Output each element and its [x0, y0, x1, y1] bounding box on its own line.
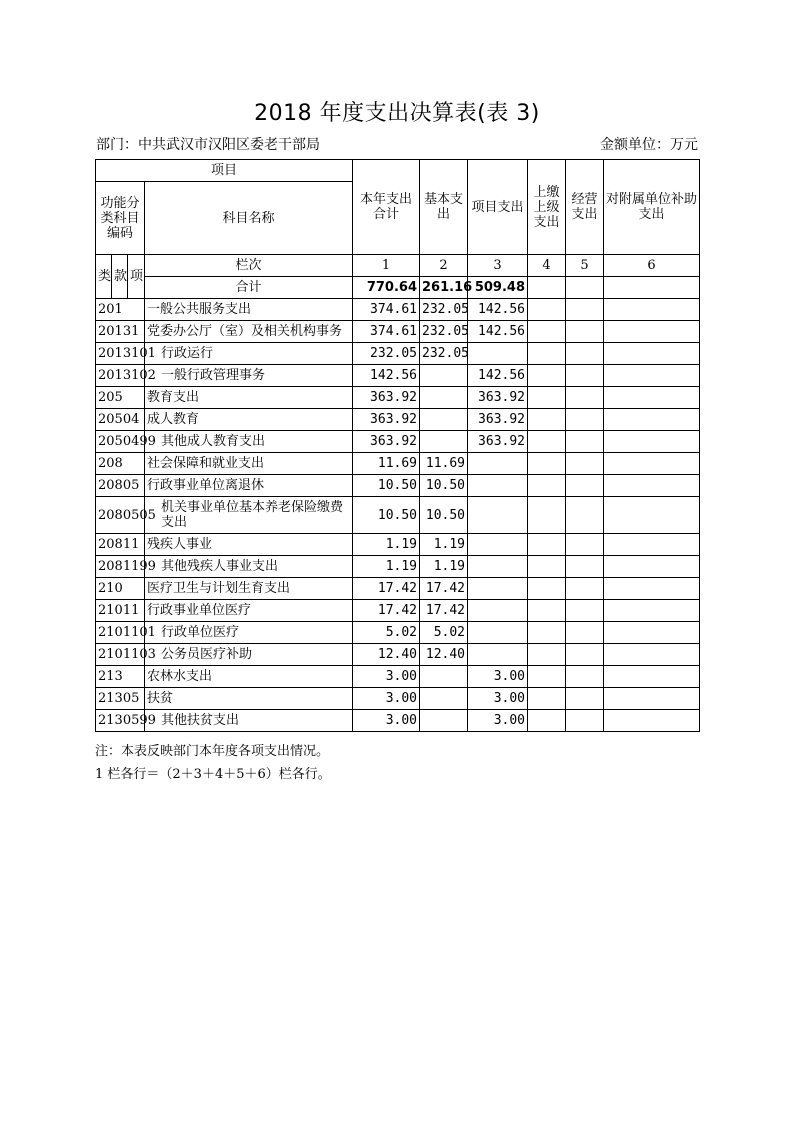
row-code: 20504: [96, 409, 145, 431]
row-project: 363.92: [468, 431, 528, 453]
row-business: [566, 299, 604, 321]
row-subsidy: [604, 534, 700, 556]
row-business: [566, 475, 604, 497]
row-business: [566, 710, 604, 732]
row-basic: 12.40: [420, 644, 468, 666]
row-code: 2013102: [96, 365, 145, 387]
row-total: 142.56: [353, 365, 420, 387]
row-subject-name: 成人教育: [145, 409, 353, 431]
row-business: [566, 600, 604, 622]
row-code: 20805: [96, 475, 145, 497]
row-subsidy: [604, 365, 700, 387]
row-business: [566, 622, 604, 644]
table-row: [96, 321, 700, 343]
row-subject-name: 教育支出: [145, 387, 353, 409]
table-row: [96, 622, 700, 644]
row-subsidy: [604, 556, 700, 578]
row-project: [468, 600, 528, 622]
row-remit: [528, 431, 566, 453]
col-number-6: 6: [604, 255, 700, 277]
row-code: 2101101: [96, 622, 145, 644]
row-subsidy: [604, 622, 700, 644]
table-row: [96, 497, 700, 534]
row-project: [468, 534, 528, 556]
table-row: [96, 431, 700, 453]
row-basic: 232.05: [420, 321, 468, 343]
col-number-4: 4: [528, 255, 566, 277]
row-business: [566, 431, 604, 453]
row-project: [468, 578, 528, 600]
row-basic: 1.19: [420, 534, 468, 556]
row-code: 2101103: [96, 644, 145, 666]
row-total: 363.92: [353, 431, 420, 453]
table-row: [96, 688, 700, 710]
row-total: 10.50: [353, 497, 420, 534]
row-code: 2080505: [96, 497, 145, 534]
row-basic: [420, 409, 468, 431]
row-subsidy: [604, 710, 700, 732]
row-total: 232.05: [353, 343, 420, 365]
row-subject-name: 公务员医疗补助: [145, 644, 353, 666]
header-func-code: 功能分类科目编码: [96, 182, 145, 255]
row-basic: [420, 666, 468, 688]
row-subsidy: [604, 299, 700, 321]
table-row: [96, 710, 700, 732]
total-row-label: 合计: [145, 277, 353, 299]
header-lei: 类: [96, 255, 112, 299]
notes: [95, 740, 331, 786]
row-total: 17.42: [353, 600, 420, 622]
row-remit: [528, 387, 566, 409]
row-project: [468, 475, 528, 497]
row-remit: [528, 299, 566, 321]
row-subject-name: 其他残疾人事业支出: [145, 556, 353, 578]
row-subject-name: 社会保障和就业支出: [145, 453, 353, 475]
total-row-total: 770.64: [353, 277, 420, 299]
header-total: 本年支出合计: [353, 160, 420, 255]
row-remit: [528, 600, 566, 622]
note-line: 1 栏各行＝（2＋3＋4＋5＋6）栏各行。: [95, 767, 331, 782]
expenditure-table: [95, 159, 700, 732]
row-basic: [420, 431, 468, 453]
row-total: 363.92: [353, 387, 420, 409]
row-total: 3.00: [353, 666, 420, 688]
table-row: [96, 644, 700, 666]
row-remit: [528, 556, 566, 578]
row-business: [566, 497, 604, 534]
row-business: [566, 534, 604, 556]
row-subsidy: [604, 497, 700, 534]
row-basic: 17.42: [420, 578, 468, 600]
row-remit: [528, 688, 566, 710]
table-row: [96, 343, 700, 365]
row-subject-name: 行政事业单位离退休: [145, 475, 353, 497]
row-total: 17.42: [353, 578, 420, 600]
row-subject-name: 行政单位医疗: [145, 622, 353, 644]
row-code: 20811: [96, 534, 145, 556]
row-subsidy: [604, 387, 700, 409]
col-number-3: 3: [468, 255, 528, 277]
row-subject-name: 党委办公厅（室）及相关机构事务: [145, 321, 353, 343]
row-subsidy: [604, 600, 700, 622]
row-remit: [528, 497, 566, 534]
table-row: [96, 475, 700, 497]
row-remit: [528, 453, 566, 475]
table-body: [96, 299, 700, 732]
row-basic: 1.19: [420, 556, 468, 578]
row-code: 205: [96, 387, 145, 409]
row-remit: [528, 475, 566, 497]
row-total: 5.02: [353, 622, 420, 644]
row-business: [566, 453, 604, 475]
row-subsidy: [604, 321, 700, 343]
row-subject-name: 农林水支出: [145, 666, 353, 688]
row-remit: [528, 365, 566, 387]
row-total: 3.00: [353, 688, 420, 710]
table-row: [96, 578, 700, 600]
header-basic: 基本支出: [420, 160, 468, 255]
header-project: 项目支出: [468, 160, 528, 255]
row-subject-name: 其他扶贫支出: [145, 710, 353, 732]
row-code: 201: [96, 299, 145, 321]
row-project: [468, 343, 528, 365]
header-kuan: 款: [112, 255, 128, 299]
row-project: 142.56: [468, 321, 528, 343]
header-lanci: 栏次: [145, 255, 353, 277]
row-subject-name: 医疗卫生与计划生育支出: [145, 578, 353, 600]
row-project: 363.92: [468, 409, 528, 431]
row-total: 1.19: [353, 556, 420, 578]
row-basic: 232.05: [420, 343, 468, 365]
row-business: [566, 644, 604, 666]
row-subject-name: 其他成人教育支出: [145, 431, 353, 453]
row-subject-name: 行政运行: [145, 343, 353, 365]
row-remit: [528, 622, 566, 644]
header-remit: 上缴上级支出: [528, 160, 566, 255]
row-total: 10.50: [353, 475, 420, 497]
row-subject-name: 一般行政管理事务: [145, 365, 353, 387]
unit-label: 金额单位：万元: [600, 137, 698, 153]
row-subsidy: [604, 343, 700, 365]
header-subsidy: 对附属单位补助支出: [604, 160, 700, 255]
row-subject-name: 残疾人事业: [145, 534, 353, 556]
row-project: 142.56: [468, 299, 528, 321]
note-line: 注：本表反映部门本年度各项支出情况。: [95, 744, 330, 759]
row-subject-name: 行政事业单位医疗: [145, 600, 353, 622]
table-row: [96, 387, 700, 409]
total-row-basic: 261.16: [420, 277, 468, 299]
row-code: 2130599: [96, 710, 145, 732]
row-business: [566, 666, 604, 688]
header-xiang: 项: [128, 255, 145, 299]
row-code: 208: [96, 453, 145, 475]
row-code: 21305: [96, 688, 145, 710]
row-basic: [420, 688, 468, 710]
header-business: 经营支出: [566, 160, 604, 255]
col-number-5: 5: [566, 255, 604, 277]
page-title: 2018 年度支出决算表(表 3): [254, 101, 540, 126]
row-business: [566, 321, 604, 343]
row-remit: [528, 666, 566, 688]
row-total: 11.69: [353, 453, 420, 475]
header-item: 项目: [96, 160, 353, 182]
row-subsidy: [604, 688, 700, 710]
row-code: 20131: [96, 321, 145, 343]
row-remit: [528, 578, 566, 600]
row-business: [566, 409, 604, 431]
row-subsidy: [604, 644, 700, 666]
table-row: [96, 365, 700, 387]
row-code: 2050499: [96, 431, 145, 453]
table-row: [96, 534, 700, 556]
row-remit: [528, 534, 566, 556]
row-subject-name: 机关事业单位基本养老保险缴费支出: [145, 497, 353, 534]
row-business: [566, 387, 604, 409]
row-project: 142.56: [468, 365, 528, 387]
table-row: [96, 600, 700, 622]
row-basic: [420, 387, 468, 409]
row-basic: 10.50: [420, 475, 468, 497]
table-row: [96, 556, 700, 578]
row-subsidy: [604, 431, 700, 453]
col-number-2: 2: [420, 255, 468, 277]
row-remit: [528, 343, 566, 365]
row-project: 3.00: [468, 710, 528, 732]
row-basic: 5.02: [420, 622, 468, 644]
row-subsidy: [604, 666, 700, 688]
row-remit: [528, 710, 566, 732]
row-code: 21011: [96, 600, 145, 622]
row-code: 2081199: [96, 556, 145, 578]
row-subsidy: [604, 475, 700, 497]
row-basic: [420, 710, 468, 732]
row-code: 2013101: [96, 343, 145, 365]
table-row: [96, 299, 700, 321]
row-business: [566, 556, 604, 578]
row-project: [468, 622, 528, 644]
row-remit: [528, 644, 566, 666]
row-project: 3.00: [468, 666, 528, 688]
row-basic: 232.05: [420, 299, 468, 321]
table-row: [96, 453, 700, 475]
row-remit: [528, 409, 566, 431]
row-business: [566, 578, 604, 600]
header-subject-name: 科目名称: [145, 182, 353, 255]
row-business: [566, 343, 604, 365]
row-project: 363.92: [468, 387, 528, 409]
row-total: 374.61: [353, 321, 420, 343]
row-total: 363.92: [353, 409, 420, 431]
row-project: [468, 556, 528, 578]
department-label: 部门：中共武汉市汉阳区委老干部局: [96, 137, 320, 153]
row-subsidy: [604, 578, 700, 600]
total-row-project: 509.48: [468, 277, 528, 299]
row-business: [566, 365, 604, 387]
row-project: [468, 453, 528, 475]
row-business: [566, 688, 604, 710]
row-total: 374.61: [353, 299, 420, 321]
table-row: [96, 409, 700, 431]
row-total: 1.19: [353, 534, 420, 556]
row-total: 3.00: [353, 710, 420, 732]
row-subject-name: 扶贫: [145, 688, 353, 710]
col-number-1: 1: [353, 255, 420, 277]
row-subject-name: 一般公共服务支出: [145, 299, 353, 321]
row-project: [468, 644, 528, 666]
row-remit: [528, 321, 566, 343]
row-code: 210: [96, 578, 145, 600]
row-total: 12.40: [353, 644, 420, 666]
row-subsidy: [604, 453, 700, 475]
row-basic: [420, 365, 468, 387]
table-row: [96, 666, 700, 688]
row-basic: 17.42: [420, 600, 468, 622]
row-code: 213: [96, 666, 145, 688]
row-project: [468, 497, 528, 534]
row-basic: 11.69: [420, 453, 468, 475]
row-basic: 10.50: [420, 497, 468, 534]
row-project: 3.00: [468, 688, 528, 710]
row-subsidy: [604, 409, 700, 431]
